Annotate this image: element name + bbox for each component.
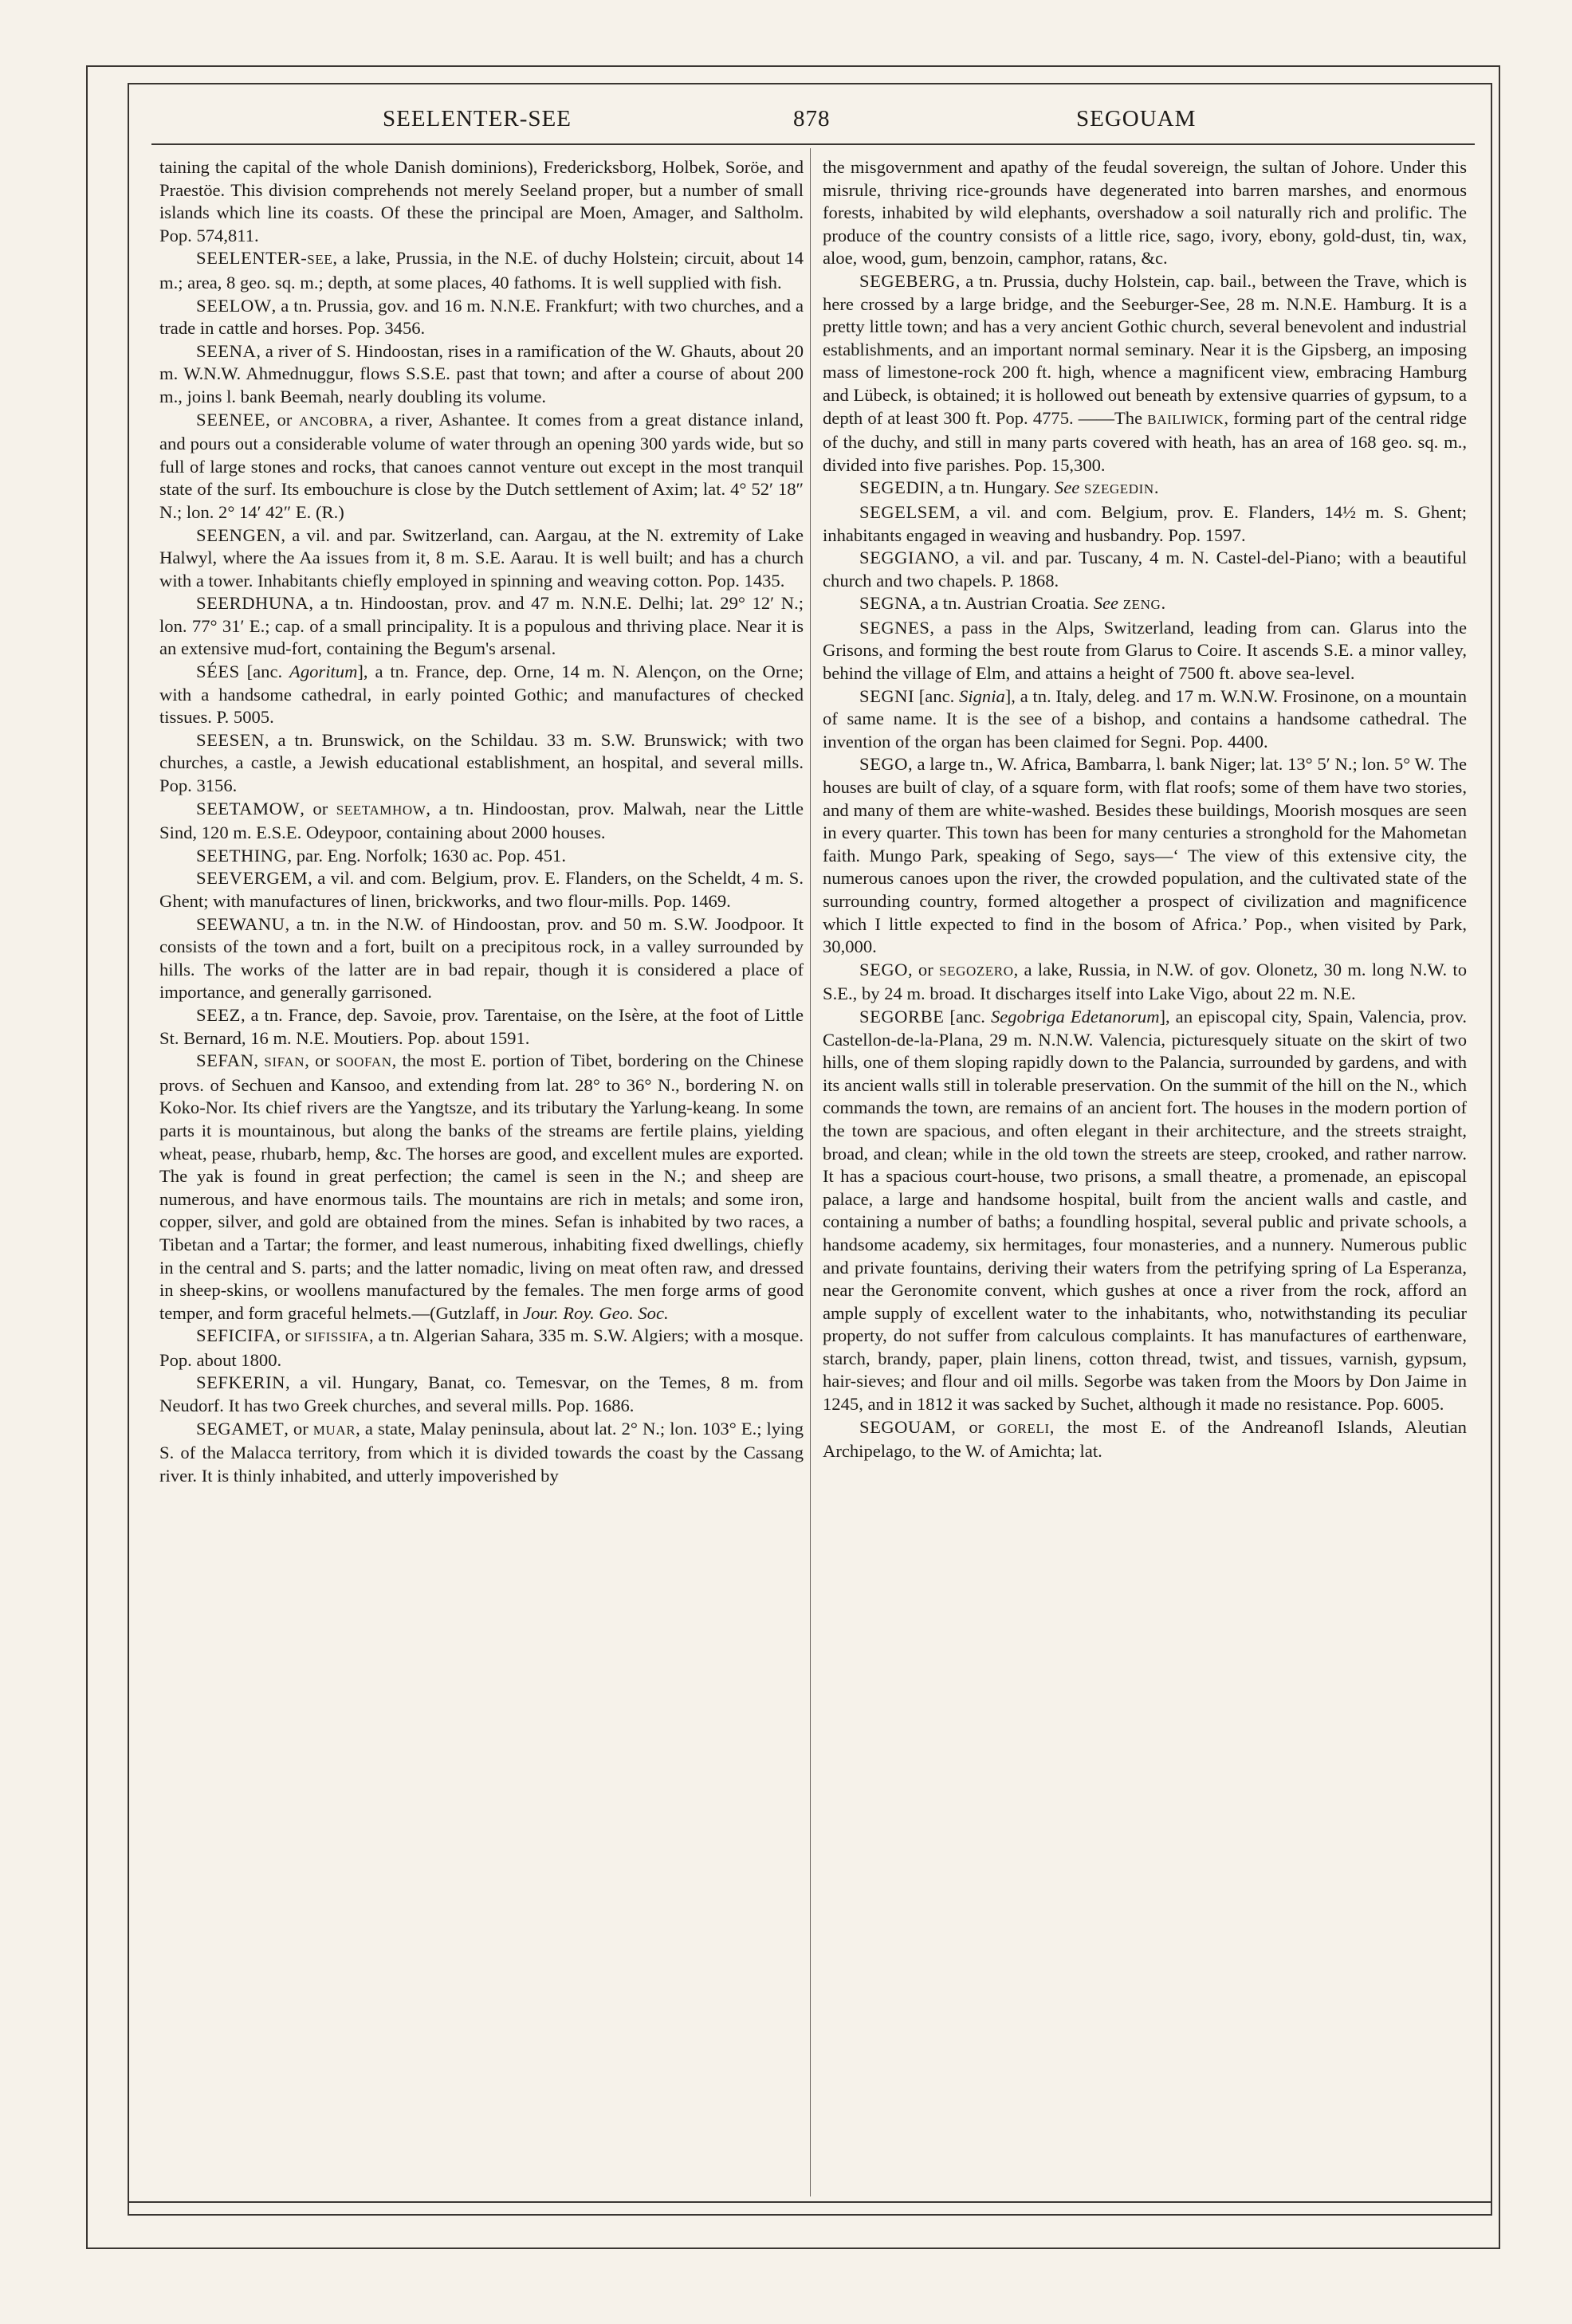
entry-body: , a river, Ashantee. It comes from a great distance inland, and pours out a considerable volume of water through an opening 300 yards wide, but so full of large stones and rocks, that canoes cannot venture out except in the most tranquil state of the surf. Its embouchure is close by the Dutch settlement of Axim; lat. 4° 52′ 18″ N.; lon. 2° 14′ 42″ E. (R.) (159, 409, 804, 522)
entry-headword: SEGEBERG (859, 270, 956, 291)
entry-alt-name: SIFAN (264, 1054, 305, 1070)
entry-headword: SEGORBE (859, 1006, 945, 1027)
entry-body: , a vil. Hungary, Banat, co. Temesvar, on the Temes, 8 m. from Neudorf. It has two Greek churches, and several mills. Pop. 1686. (159, 1372, 804, 1416)
entry-body: , a tn. France, dep. Savoie, prov. Tarentaise, on the Isère, at the foot of Little St. Bernard, 16 m. N.E. Moutiers. Pop. about 1591. (159, 1004, 804, 1048)
gazetteer-entry (159, 798, 804, 845)
gazetteer-entry (159, 913, 804, 1004)
header-first-entry: SEELENTER-SEE (383, 106, 572, 132)
entry-headword: SEGO (859, 959, 908, 979)
header-last-entry: SEGOUAM (1076, 106, 1197, 132)
header-rule (151, 143, 1475, 145)
page-number: 878 (793, 106, 831, 132)
entry-text: [anc. (944, 1006, 991, 1027)
entry-alt-name: GORELI (996, 1420, 1050, 1436)
entry-headword: SEENA (196, 340, 257, 361)
gazetteer-entry (823, 592, 1467, 617)
gazetteer-entry (823, 959, 1467, 1006)
entry-body: , par. Eng. Norfolk; 1630 ac. Pop. 451. (287, 845, 566, 866)
entry-headword: SEGNES (859, 617, 930, 638)
entry-body: the misgovernment and apathy of the feudal sovereign, the sultan of Johore. Under this misrule, thriving rice-grounds have degenerated into barren marshes, and enormous forests, inhabited by wild elephants, overshadow a soil naturally rich and prolific. The produce of the country consists of a little rice, sago, ivory, ebony, gold-dust, tin, wax, aloe, wood, gum, benzoin, camphor, ratans, &c. (823, 157, 1467, 269)
entry-headword: SEEVERGEM (196, 868, 309, 889)
gazetteer-entry (823, 1416, 1467, 1463)
gazetteer-entry (823, 685, 1467, 754)
entry-ancient-name: Segobriga Edetanorum (990, 1006, 1160, 1027)
gazetteer-entry (159, 867, 804, 913)
entry-body: , the most E. portion of Tibet, bordering on the Chinese provs. of Sechuen and Kansoo, and extending from lat. 28° to 36° N., bordering N. on Koko-Nor. Its chief rivers are the Yangtsze, and its tributary the Yarlung-keang. In some parts it is mountainous, but along the banks of the streams are fertile plains, yielding wheat, pease, rhubarb, hemp, &c. The horses are good, and excellent mules are exported. The yak is found in great perfection; the camel is seen in the N.; and sheep are numerous, and have enormous tails. The mountains are rich in metals; and some iron, copper, silver, and gold are obtained from the mines. Sefan is inhabited by two races, a Tibetan and a Tartar; the former, and least numerous, inhabiting fixed dwellings, chiefly in the central and S. parts; and the latter nomadic, living on meat often raw, and dressed in sheep-skins, or woollens manufactured by the females. The men forge arms of good temper, and form graceful helmets.—(Gutzlaff, in (159, 1050, 804, 1323)
gazetteer-entry (159, 156, 804, 247)
gazetteer-entry (159, 729, 804, 798)
right-column (823, 156, 1467, 2189)
entry-headword: SEETHING (196, 845, 288, 866)
gazetteer-entry (159, 340, 804, 409)
gazetteer-entry (159, 524, 804, 593)
entry-body: , a tn. Prussia, duchy Holstein, cap. bail., between the Trave, which is here crossed by a large bridge, and the Seeburger-See, 28 m. N.N.E. Hamburg. It is a pretty little town; and has a very ancient Gothic church, several benevolent and industrial establishments, and an important normal seminary. Near it is the Gipsberg, an imposing mass of limestone-rock 200 ft. high, whence a magnificent view, embracing Hamburg and Lübeck, is obtained; it is hollowed out beneath by extensive quarries of gypsum, to a depth of at least 300 ft. Pop. 4775. ——The (823, 270, 1467, 428)
entry-body: , a tn. Austrian Croatia. (921, 593, 1094, 614)
gazetteer-entry (823, 477, 1467, 501)
entry-headword: SEGAMET (196, 1418, 285, 1439)
gazetteer-entry (823, 617, 1467, 685)
entry-alt-name: SIFISSIFA (305, 1329, 369, 1345)
entry-headword: SEGOUAM (859, 1416, 952, 1437)
gazetteer-entry (823, 156, 1467, 270)
entry-headword: SEGEDIN (859, 477, 940, 498)
entry-headword: SEGNI (859, 685, 915, 706)
entry-text: , or (276, 1325, 305, 1346)
entry-body: taining the capital of the whole Danish dominions), Fredericksborg, Holbek, Soröe, and Praestöe. This division comprehends not merely Seeland proper, but a number of small islands which line its coasts. Of these the principal are Moen, Amager, and Saltholm. Pop. 574,811. (159, 157, 804, 245)
entry-body: , a vil. and com. Belgium, prov. E. Flanders, on the Scheldt, 4 m. S. Ghent; with manufactures of linen, brickworks, and two flour-mills. Pop. 1469. (159, 868, 804, 911)
gazetteer-entry (823, 547, 1467, 592)
entry-alt-name: SOOFAN (336, 1054, 392, 1070)
gazetteer-entry (823, 753, 1467, 958)
entry-alt-name: MUAR (312, 1422, 356, 1438)
gazetteer-entry (159, 247, 804, 294)
entry-headword: SEGGIANO (859, 548, 955, 568)
entry-ancient-name: Signia (959, 685, 1005, 706)
entry-italic: Jour. Roy. Geo. Soc. (523, 1302, 669, 1323)
entry-body: , a pass in the Alps, Switzerland, leading from can. Glarus into the Grisons, and forming the best route from Glarus to Coire. It ascends S.E. a minor valley, behind the village of Elm, and attains a height of 7500 ft. above sea-level. (823, 617, 1467, 684)
gazetteer-entry (159, 1004, 804, 1050)
entry-italic: See (1054, 477, 1080, 498)
gazetteer-entry (823, 270, 1467, 477)
entry-headword: SEGELSEM (859, 501, 956, 522)
entry-body: ], a tn. Italy, deleg. and 17 m. W.N.W. Frosinone, on a mountain of same name. It is the see of a bishop, and contains a handsome cathedral. The invention of the organ has been claimed for Segni. Pop. 4400. (823, 685, 1467, 752)
entry-body: , a vil. and par. Tuscany, 4 m. N. Castel-del-Piano; with a beautiful church and two chapels. P. 1868. (823, 548, 1467, 591)
entry-headword: SEEZ (196, 1004, 241, 1025)
entry-headword: SEELOW (196, 295, 272, 316)
entry-body: , a river of S. Hindoostan, rises in a ramification of the W. Ghauts, about 20 m. W.N.W. Ahmednuggur, flows S.S.E. past that town; and after a course of about 200 m., joins l. bank Beemah, nearly doubling its volume. (159, 340, 804, 406)
gazetteer-entry (159, 295, 804, 340)
entry-text: [anc. (239, 661, 290, 682)
entry-headword: SEENGEN (196, 524, 281, 545)
entry-body: ], an episcopal city, Spain, Valencia, prov. Castellon-de-la-Plana, 29 m. N.N.W. Valencia, picturesquely situate on the skirt of two hills, one of them sloping rapidly down to the Palancia, surrounded by gardens, and with its ancient walls still in tolerable preservation. On the summit of the hill on the N., which commands the town, are remains of an ancient fort. The houses in the modern portion of the town are spacious, and often elegant in their architecture, and the streets straight, broad, and clean; while in the old town the streets are steep, crooked, and rather narrow. It has a spacious court-house, two prisons, a small theatre, a promenade, an episcopal palace, a large and handsome hospital, built from the ancient walls and castle, and containing a number of baths; a foundling hospital, several public and private schools, a handsome academy, six hermitages, four monasteries, and a nunnery. Numerous public and private fountains, deriving their waters from the petrifying spring of La Esperanza, near the Geronomite convent, which gushes at once a river from the rock, afford an ample supply of excellent water to the inhabitants, who, notwithstanding its peculiar property, do not suffer from calculous complaints. It has manufactures of earthenware, starch, brandy, paper, plain linens, cotton thread, twist, and tissues, varnish, gypsum, hair-sieves; and flour and oil mills. Segorbe was taken from the Moors by Don Jaime in 1245, and in 1812 it was sacked by Suchet, although it made no resistance. Pop. 6005. (823, 1006, 1467, 1415)
entry-alt-name: SEGOZERO (939, 963, 1014, 979)
entry-body: , a tn. Brunswick, on the Schildau. 33 m. S.W. Brunswick; with two churches, a castle, a Jewish educational establishment, an hospital, and several mills. Pop. 3156. (159, 729, 804, 796)
entry-text: , or (300, 798, 336, 819)
entry-text: , or (951, 1416, 997, 1437)
entry-alt-name: ANCOBRA (299, 413, 369, 429)
entry-text: , or (305, 1050, 336, 1071)
entry-ancient-name: Agoritum (289, 661, 358, 682)
entry-headword: SEELENTER- (196, 248, 308, 269)
entry-body: , a tn. Prussia, gov. and 16 m. N.N.E. Frankfurt; with two churches, and a trade in cattle and horses. Pop. 3456. (159, 295, 804, 339)
entry-body: , a tn. Hindoostan, prov. Malwah, near the Little Sind, 120 m. E.S.E. Odeypoor, containing about 2000 houses. (159, 798, 804, 843)
entry-headword: SEGO (859, 754, 908, 775)
entry-headword: SEEWANU (196, 913, 285, 934)
entry-body: , a lake, Prussia, in the N.E. of duchy Holstein; circuit, about 14 m.; area, 8 geo. sq. m.; depth, at some places, 40 fathoms. It is well supplied with fish. (159, 248, 804, 292)
entry-body: , a lake, Russia, in N.W. of gov. Olonetz, 30 m. long N.W. to S.E., by 24 m. broad. It discharges itself into Lake Vigo, about 22 m. N.E. (823, 959, 1467, 1004)
gazetteer-entry (823, 501, 1467, 547)
entry-text: , forming part of the central ridge of the duchy, and still in many parts covered with heath, has an area of 168 geo. sq. m., divided into five parishes. Pop. 15,300. (823, 407, 1467, 475)
gazetteer-entry (159, 1325, 804, 1372)
entry-headword: SEESEN (196, 729, 265, 750)
entry-alt-name: SEE (307, 252, 333, 268)
entry-body: , the most E. of the Andreanofl Islands, Aleutian Archipelago, to the W. of Amichta; lat. (823, 1416, 1467, 1462)
entry-headword: SÉES (196, 661, 240, 682)
gazetteer-entry (159, 845, 804, 868)
entry-alt-name: SZEGEDIN (1083, 481, 1154, 497)
bottom-rule (128, 2201, 1492, 2203)
entry-italic: See (1093, 593, 1119, 614)
entry-body: , a tn. Hindoostan, prov. and 47 m. N.N.E. Delhi; lat. 29° 12′ N.; lon. 77° 31′ E.; cap. of a small principality. It is a populous and thriving place. Near it is an extensive mud-fort, containing the Begum's arsenal. (159, 593, 804, 659)
entry-text: . (1153, 477, 1159, 498)
gazetteer-entry (823, 1006, 1467, 1416)
gazetteer-entry (159, 1050, 804, 1325)
entry-alt-name: BAILIWICK (1147, 411, 1224, 427)
left-column (159, 156, 804, 2189)
entry-body: , a tn. Algerian Sahara, 335 m. S.W. Algiers; with a mosque. Pop. about 1800. (159, 1325, 804, 1370)
entry-body: , a tn. in the N.W. of Hindoostan, prov. and 50 m. S.W. Joodpoor. It consists of the town and a fort, built on a precipitous rock, in a valley surrounded by hills. The works of the latter are in bad repair, though it is considered a place of importance, and generally garrisoned. (159, 913, 804, 1003)
entry-alt-name: SEETAMHOW (336, 802, 426, 818)
entry-headword: SEERDHUNA (196, 593, 309, 614)
entry-headword: SEGNA (859, 593, 922, 614)
entry-body: , a vil. and par. Switzerland, can. Aargau, at the N. extremity of Lake Halwyl, where the Aa issues from it, 8 m. S.E. Aarau. It is well built; and has a church with a tower. Inhabitants chiefly employed in spinning and weaving cotton. Pop. 1435. (159, 524, 804, 591)
entry-text: [anc. (914, 685, 960, 706)
entry-headword: SEENEE (196, 409, 266, 430)
entry-headword: SEFAN (196, 1050, 254, 1071)
entry-text: , or (284, 1418, 313, 1439)
entry-headword: SEFKERIN (196, 1372, 285, 1393)
entry-text: . (1161, 593, 1166, 614)
gazetteer-entry (159, 409, 804, 524)
running-header (159, 100, 1467, 138)
entry-body: , a vil. and com. Belgium, prov. E. Flanders, 14½ m. S. Ghent; inhabitants engaged in weaving and husbandry. Pop. 1597. (823, 501, 1467, 545)
entry-text: , or (265, 409, 300, 430)
entry-headword: SEFICIFA (196, 1325, 277, 1346)
gazetteer-entry (159, 1372, 804, 1417)
column-divider (810, 148, 811, 2196)
entry-text: , or (908, 959, 940, 979)
gazetteer-entry (159, 592, 804, 661)
entry-alt-name: ZENG (1122, 597, 1161, 613)
entry-headword: SEETAMOW (196, 798, 301, 819)
entry-body: , a tn. Hungary. (939, 477, 1055, 498)
entry-body: , a state, Malay peninsula, about lat. 2° N.; lon. 103° E.; lying S. of the Malacca territory, from which it is divided towards the coast by the Cassang river. It is thinly inhabited, and utterly impoverished by (159, 1418, 804, 1486)
gazetteer-entry (159, 1418, 804, 1488)
entry-body: , a large tn., W. Africa, Bambarra, l. bank Niger; lat. 13° 5′ N.; lon. 5° W. The houses are built of clay, of a square form, with flat roofs; some of them have two stories, and many of them are white-washed. Besides these buildings, Moorish mosques are seen in every quarter. This town has been for many centuries a stronghold for the Mahometan faith. Mungo Park, speaking of Sego, says—‘ The view of this extensive city, the numerous canoes upon the river, the crowded population, and the cultivated state of the surrounding country, formed altogether a prospect of civilization and magnificence which I little expected to find in the bosom of Africa.’ Pop., when visited by Park, 30,000. (823, 754, 1467, 957)
entry-text: , (253, 1050, 265, 1071)
entry-body: ], a tn. France, dep. Orne, 14 m. N. Alençon, on the Orne; with a handsome cathedral, in early pointed Gothic; and manufactures of checked tissues. P. 5005. (159, 661, 804, 728)
gazetteer-entry (159, 661, 804, 729)
